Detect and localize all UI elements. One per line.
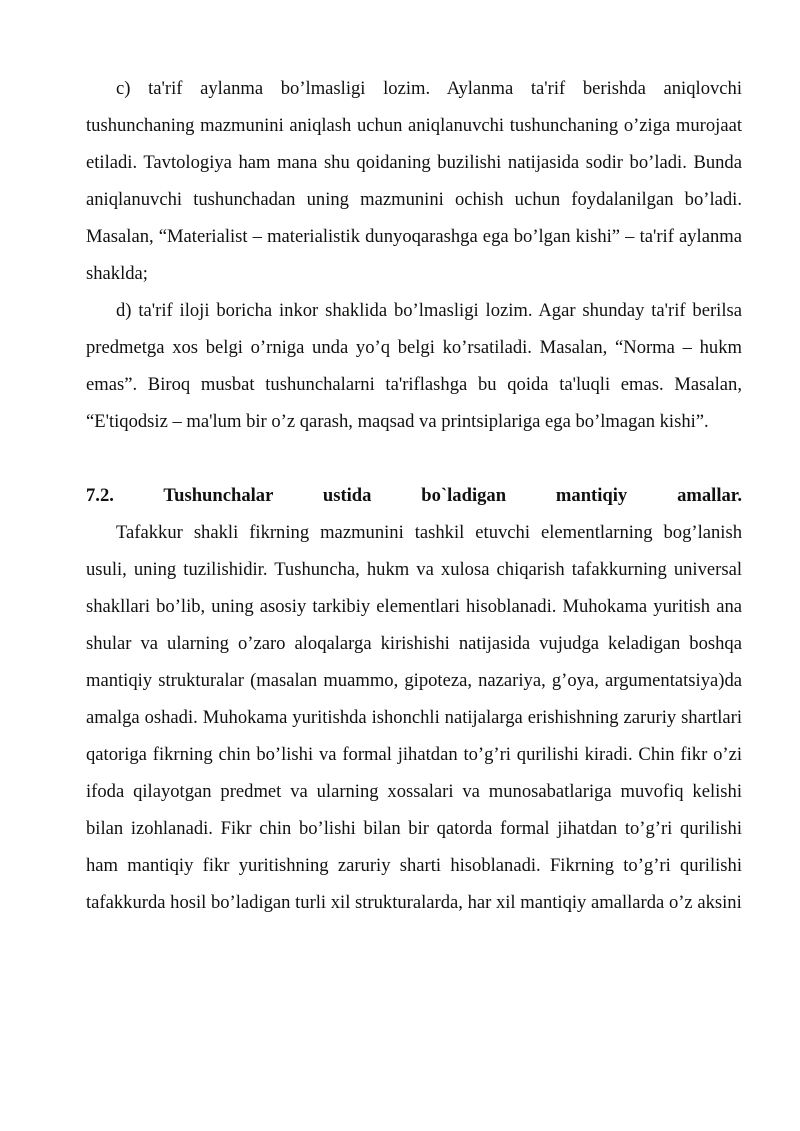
section-heading: 7.2. Tushunchalar ustida bo`ladigan mantiqiy amallar. (86, 485, 742, 506)
paragraph-rule-d: d) ta'rif iloji boricha inkor shaklida bo’lmasligi lozim. Agar shunday ta'rif berilsa predmetga xos belgi o’rniga unda yo’q belgi ko’rsatiladi. Masalan, “Norma – hukm emas”. Biroq musbat tushunchalarni ta'riflashga bu qoida ta'luqli emas. Masalan, “E'tiqodsiz – ma'lum bir o’z qarash, maqsad va printsiplariga ega bo’lmagan kishi”. (86, 300, 742, 432)
paragraph-rule-c: c) ta'rif aylanma bo’lmasligi lozim. Aylanma ta'rif berishda aniqlovchi tushunchaning mazmunini aniqlash uchun aniqlanuvchi tushunchaning o’ziga murojaat etiladi. Tavtologiya ham mana shu qoidaning buzilishi natijasida sodir bo’ladi. Bunda aniqlanuvchi tushunchadan uning mazmunini ochish uchun foydalanilgan bo’ladi. Masalan, “Materialist – materialistik dunyoqarashga ega bo’lgan kishi” – ta'rif aylanma shaklda; (86, 78, 742, 284)
paragraph-thinking-form: Tafakkur shakli fikrning mazmunini tashkil etuvchi elementlarning bog’lanish usuli, uning tuzilishidir. Tushuncha, hukm va xulosa chiqarish tafakkurning universal shakllari bo’lib, uning asosiy tarkibiy elementlari hisoblanadi. Muhokama yuritish ana shular va ularning o’zaro aloqalarga kirishishi natijasida vujudga keladigan boshqa mantiqiy strukturalar (masalan muammo, gipoteza, nazariya, g’oya, argumentatsiya)da amalga oshadi. Muhokama yuritishda ishonchli natijalarga erishishning zaruriy shartlari qatoriga fikrning chin bo’lishi va formal jihatdan to’g’ri qurilishi kiradi. Chin fikr o’zi ifoda qilayotgan predmet va ularning xossalari va munosabatlariga muvofiq kelishi bilan izohlanadi. Fikr chin bo’lishi bilan bir qatorda formal jihatdan to’g’ri qurilishi ham mantiqiy fikr yuritishning zaruriy sharti hisoblanadi. Fikrning to’g’ri qurilishi tafakkurda hosil bo’ladigan turli xil strukturalarda, har xil mantiqiy amallarda o’z aksini (86, 522, 742, 913)
document-page (86, 70, 742, 921)
blank-line (86, 440, 742, 477)
